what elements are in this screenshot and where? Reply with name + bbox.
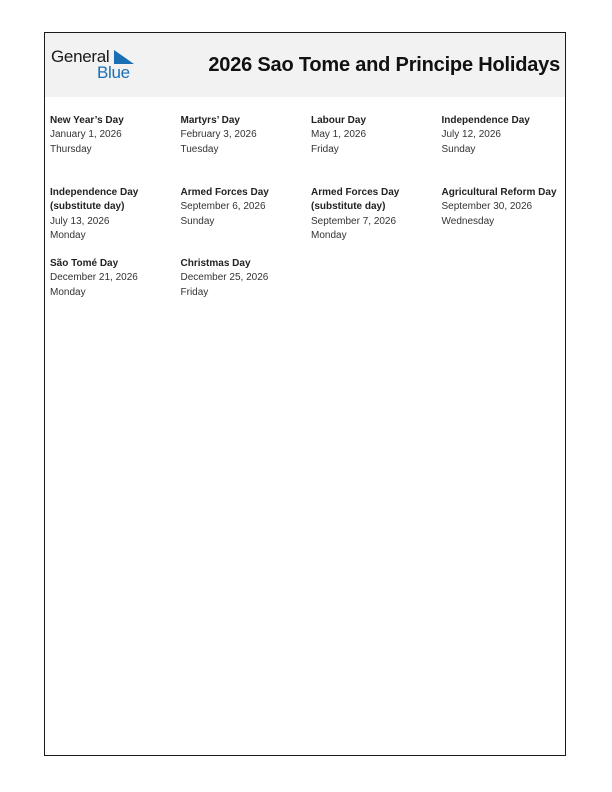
holiday-date: September 6, 2026 xyxy=(180,201,266,213)
holiday-name: Armed Forces Day xyxy=(311,187,400,198)
holiday-weekday: Monday xyxy=(311,229,347,241)
holiday-weekday: Wednesday xyxy=(441,215,495,227)
logo-text-general: General xyxy=(51,47,110,66)
holiday-weekday: Sunday xyxy=(180,215,215,227)
holiday-name: (substitute day) xyxy=(50,201,125,213)
holiday-name: Labour Day xyxy=(311,115,367,126)
generalblue-logo xyxy=(51,47,135,83)
header-band xyxy=(45,33,565,97)
holiday-name: New Year’s Day xyxy=(50,115,124,126)
holiday-date: December 25, 2026 xyxy=(180,272,269,284)
holiday-name: Independence Day xyxy=(441,115,530,126)
logo-triangle-icon xyxy=(114,50,134,64)
holiday-entry xyxy=(181,114,309,157)
holiday-name: Armed Forces Day xyxy=(180,187,269,198)
holiday-weekday: Monday xyxy=(50,229,86,241)
holiday-name: São Tomé Day xyxy=(50,258,119,269)
logo-text-blue: Blue xyxy=(97,63,130,82)
holiday-name: Agricultural Reform Day xyxy=(441,187,557,198)
holiday-entry xyxy=(311,114,439,157)
holiday-weekday: Friday xyxy=(180,286,209,298)
holiday-date: January 1, 2026 xyxy=(50,129,122,141)
holiday-date: July 13, 2026 xyxy=(50,215,110,227)
holiday-name: Martyrs’ Day xyxy=(180,115,240,126)
holiday-date: December 21, 2026 xyxy=(50,272,138,284)
page-frame xyxy=(44,32,566,756)
holiday-weekday: Sunday xyxy=(441,143,476,155)
holiday-entry xyxy=(50,186,178,243)
holiday-entry xyxy=(442,186,570,229)
holiday-entry xyxy=(181,186,309,229)
holiday-weekday: Thursday xyxy=(50,143,92,155)
holiday-date: May 1, 2026 xyxy=(311,129,367,141)
holiday-date: September 7, 2026 xyxy=(311,215,397,227)
holiday-weekday: Monday xyxy=(50,286,86,298)
holiday-entry xyxy=(50,257,178,300)
holiday-entry xyxy=(50,114,178,157)
holiday-entry xyxy=(311,186,439,243)
holiday-entry xyxy=(181,257,309,300)
holiday-name: Christmas Day xyxy=(180,258,251,269)
holiday-date: February 3, 2026 xyxy=(180,129,257,141)
holiday-date: September 30, 2026 xyxy=(441,201,533,213)
holiday-entry xyxy=(442,114,570,157)
holiday-weekday: Friday xyxy=(311,143,339,155)
holiday-name: (substitute day) xyxy=(311,201,386,213)
holiday-date: July 12, 2026 xyxy=(441,129,501,141)
holiday-weekday: Tuesday xyxy=(180,143,219,155)
page-title: 2026 Sao Tome and Principe Holidays xyxy=(208,54,560,76)
holiday-name: Independence Day xyxy=(50,187,139,198)
